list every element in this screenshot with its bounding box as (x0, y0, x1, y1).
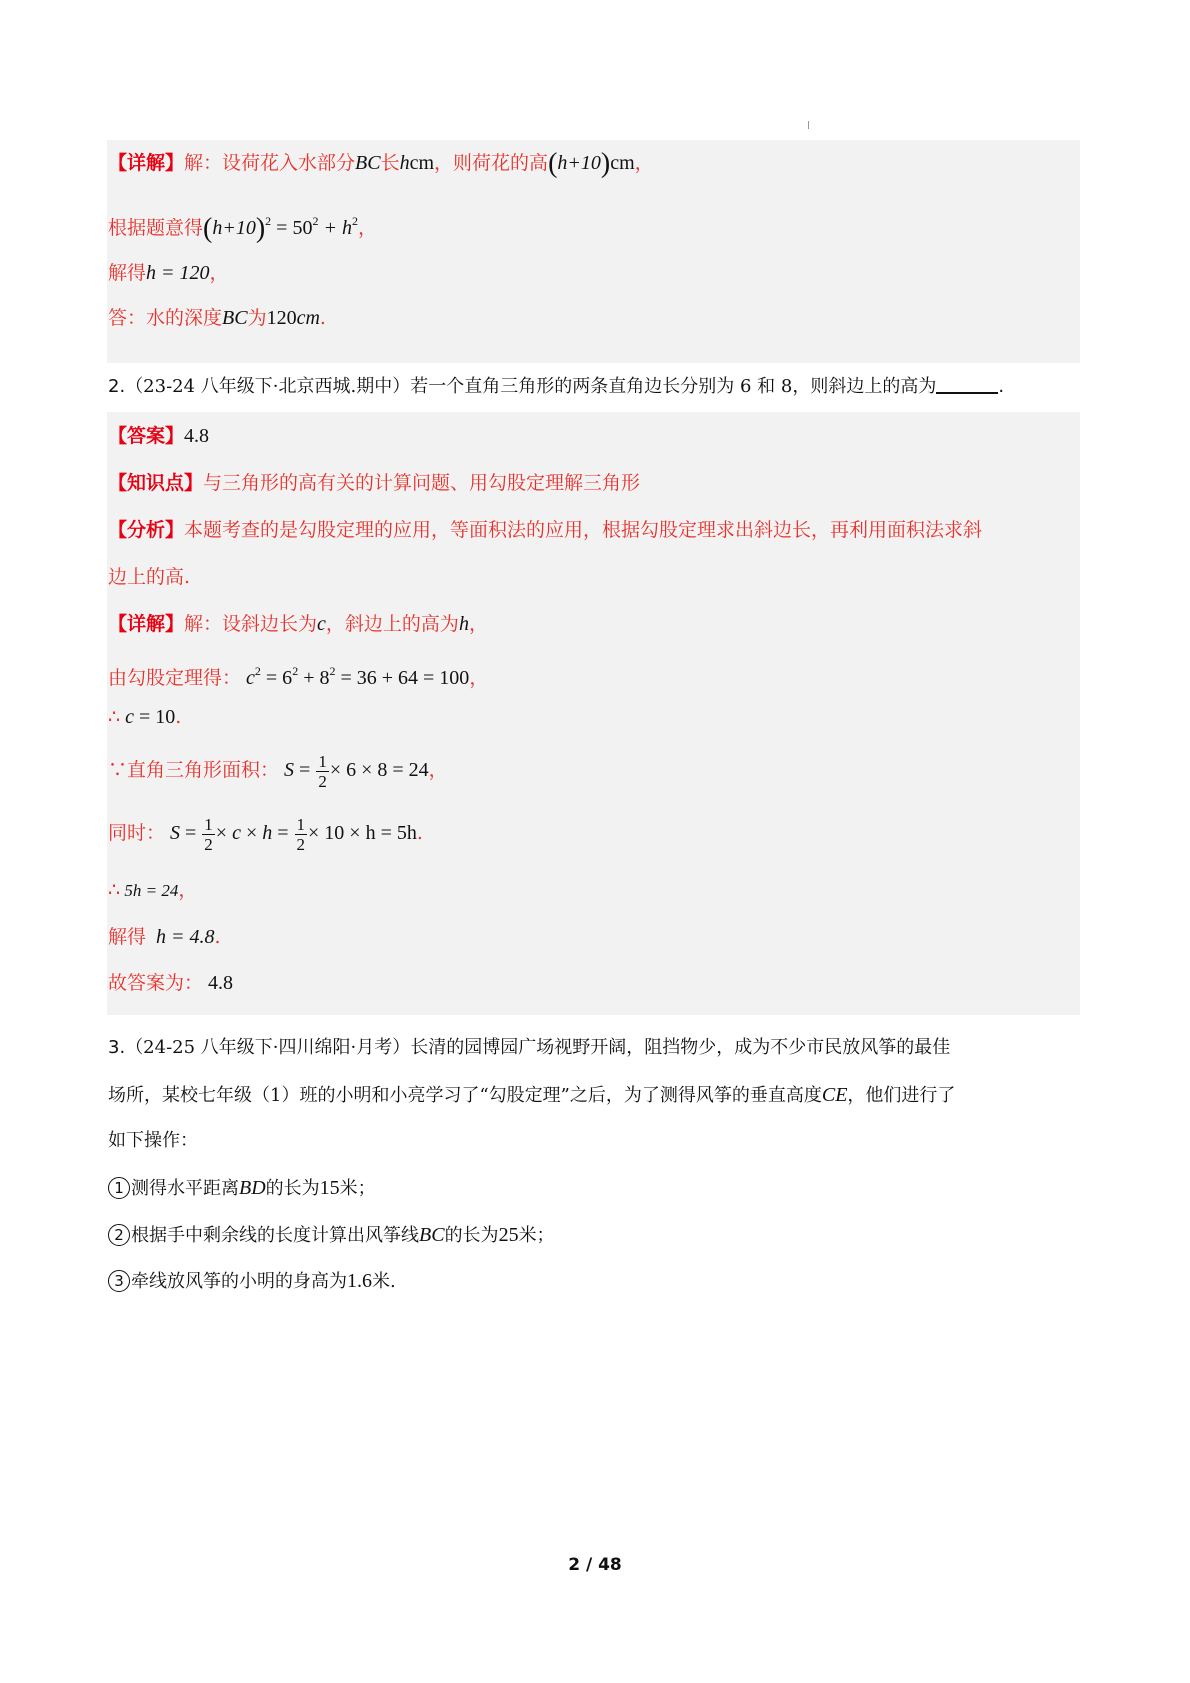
page-mark (808, 121, 809, 129)
circled-number-1-icon: 1 (108, 1177, 130, 1199)
question-3-line-2: 场所，某校七年级（1）班的小明和小亮学习了“勾股定理”之后，为了测得风筝的垂直高度CE，他们进行了 (108, 1084, 956, 1106)
question-source: （23-24 八年级下·北京西城.期中） (125, 376, 411, 397)
step-3: 3 牵线放风筝的小明的身高为1.6米. (108, 1268, 396, 1295)
question-text: 若一个直角三角形的两条直角边长分别为 6 和 8，则斜边上的高为 (410, 376, 937, 397)
question-3-line-3: 如下操作： (108, 1130, 198, 1151)
final-answer-line: 故答案为： 4.8 (108, 972, 234, 994)
step-2: 2 根据手中剩余线的长度计算出风筝线BC的长为25米； (108, 1222, 555, 1249)
block1-line1: 【详解】解：设荷花入水部分BC长hcm，则荷花的高(h+10)cm， (108, 148, 654, 179)
also-line: 同时： S = $\frac{1}{2}$ × c × h = $\frac{1}{2}$ × 10 × h = 5h. (108, 815, 423, 854)
answer-blank (936, 374, 998, 394)
knowledge-line: 【知识点】与三角形的高有关的计算问题、用勾股定理解三角形 (108, 472, 641, 494)
circled-number-2-icon: 2 (108, 1224, 130, 1246)
block1-line3: 解得h = 120， (108, 262, 229, 284)
question-3-line-1: 3.（24-25 八年级下·四川绵阳·月考）长清的园博园广场视野开阔，阻挡物少，成为不少市民放风筝的最佳 (108, 1037, 951, 1058)
analysis-line-2: 边上的高. (108, 566, 191, 588)
page-number: 2 / 48 (568, 1555, 622, 1575)
answer-line: 【答案】4.8 (108, 425, 210, 447)
area-line: ∵直角三角形面积： S = $\frac{1}{2}$ × 6 × 8 = 24， (108, 752, 448, 791)
circled-number-3-icon: 3 (108, 1270, 130, 1292)
question-number: 2. (108, 376, 126, 397)
solve-line: 解得 h = 4.8. (108, 926, 221, 948)
question-number: 3. (108, 1037, 126, 1058)
pythagoras-line: 由勾股定理得： $c^2 = 6^2 + 8^2 = 36 + 64 = 100$， (108, 664, 489, 689)
detail-label: 【详解】 (108, 152, 185, 174)
question-2: 2.（23-24 八年级下·北京西城.期中）若一个直角三角形的两条直角边长分别为 6 和 8，则斜边上的高为 . (108, 376, 1005, 397)
question-source: （24-25 八年级下·四川绵阳·月考） (125, 1037, 411, 1058)
5h-line: ∴ 5h = 24， (108, 879, 198, 901)
c-value-line: ∴ c = 10. (108, 706, 182, 728)
detail-line: 【详解】解：设斜边长为c，斜边上的高为h， (108, 613, 488, 635)
solution-block-2 (107, 412, 1080, 1015)
block1-line4: 答：水的深度BC为120cm. (108, 307, 326, 329)
analysis-line-1: 【分析】本题考查的是勾股定理的应用，等面积法的应用，根据勾股定理求出斜边长，再利用面积法求斜 (108, 519, 983, 541)
block1-line2: 根据题意得$(h+10)^2 = 50^2 + h^2$， (108, 213, 377, 244)
step-1: 1 测得水平距离BD的长为15米； (108, 1175, 376, 1202)
